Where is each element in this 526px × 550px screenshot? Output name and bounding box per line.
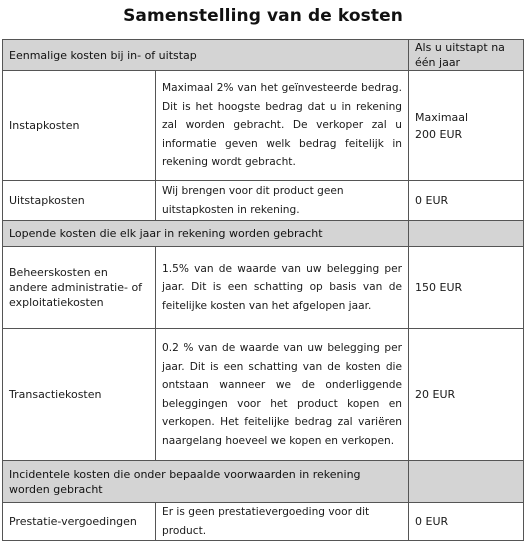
row-label-beheerskosten: Beheerskosten en andere administratie- of exploitatiekosten bbox=[3, 247, 156, 329]
page-title: Samenstelling van de kosten bbox=[123, 6, 403, 26]
exit-after-one-year-column-header: Als u uitstapt na één jaar bbox=[409, 40, 524, 71]
incidental-costs-header-empty-cell bbox=[409, 461, 524, 503]
one-time-costs-section-label: Eenmalige kosten bij in- of uitstap bbox=[3, 40, 409, 71]
costs-table bbox=[2, 39, 524, 541]
row-amount-uitstapkosten: 0 EUR bbox=[409, 181, 524, 221]
table-row-prestatievergoedingen bbox=[3, 503, 524, 541]
row-amount-transactiekosten: 20 EUR bbox=[409, 329, 524, 461]
table-row-transactiekosten bbox=[3, 329, 524, 461]
row-label-prestatievergoedingen: Prestatie-vergoedingen bbox=[3, 503, 156, 541]
amount-qualifier: Maximaal bbox=[415, 110, 469, 124]
incidental-costs-section-label: Incidentele kosten die onder bepaalde voorwaarden in rekening worden gebracht bbox=[3, 461, 409, 503]
recurring-costs-header-row bbox=[3, 221, 524, 247]
row-amount-prestatievergoedingen: 0 EUR bbox=[409, 503, 524, 541]
row-amount-beheerskosten: 150 EUR bbox=[409, 247, 524, 329]
row-amount-instapkosten bbox=[409, 71, 524, 181]
one-time-costs-header-row bbox=[3, 40, 524, 71]
recurring-costs-section-label: Lopende kosten die elk jaar in rekening worden gebracht bbox=[3, 221, 409, 247]
table-row-uitstapkosten bbox=[3, 181, 524, 221]
amount-value: 200 EUR bbox=[415, 127, 463, 141]
recurring-costs-header-empty-cell bbox=[409, 221, 524, 247]
row-label-transactiekosten: Transactiekosten bbox=[3, 329, 156, 461]
row-description-prestatievergoedingen: Er is geen prestatievergoeding voor dit product. bbox=[156, 503, 409, 541]
table-row-beheerskosten bbox=[3, 247, 524, 329]
row-label-uitstapkosten: Uitstapkosten bbox=[3, 181, 156, 221]
row-description-transactiekosten: 0.2 % van de waarde van uw belegging per jaar. Dit is een schatting van de kosten die ontstaan wanneer we de onderliggende beleggingen voor het product kopen en verkopen. Het feitelijke bedrag zal variëren naargelang hoeveel we kopen en verkopen. bbox=[156, 329, 409, 461]
incidental-costs-header-row bbox=[3, 461, 524, 503]
row-label-instapkosten: Instapkosten bbox=[3, 71, 156, 181]
table-row-instapkosten bbox=[3, 71, 524, 181]
row-description-beheerskosten: 1.5% van de waarde van uw belegging per jaar. Dit is een schatting op basis van de feitelijke kosten van het afgelopen jaar. bbox=[156, 247, 409, 329]
row-description-uitstapkosten: Wij brengen voor dit product geen uitstapkosten in rekening. bbox=[156, 181, 409, 221]
row-description-instapkosten: Maximaal 2% van het geïnvesteerde bedrag. Dit is het hoogste bedrag dat u in rekening zal worden gebracht. De verkoper zal u informatie geven welk bedrag feitelijk in rekening wordt gebracht. bbox=[156, 71, 409, 181]
